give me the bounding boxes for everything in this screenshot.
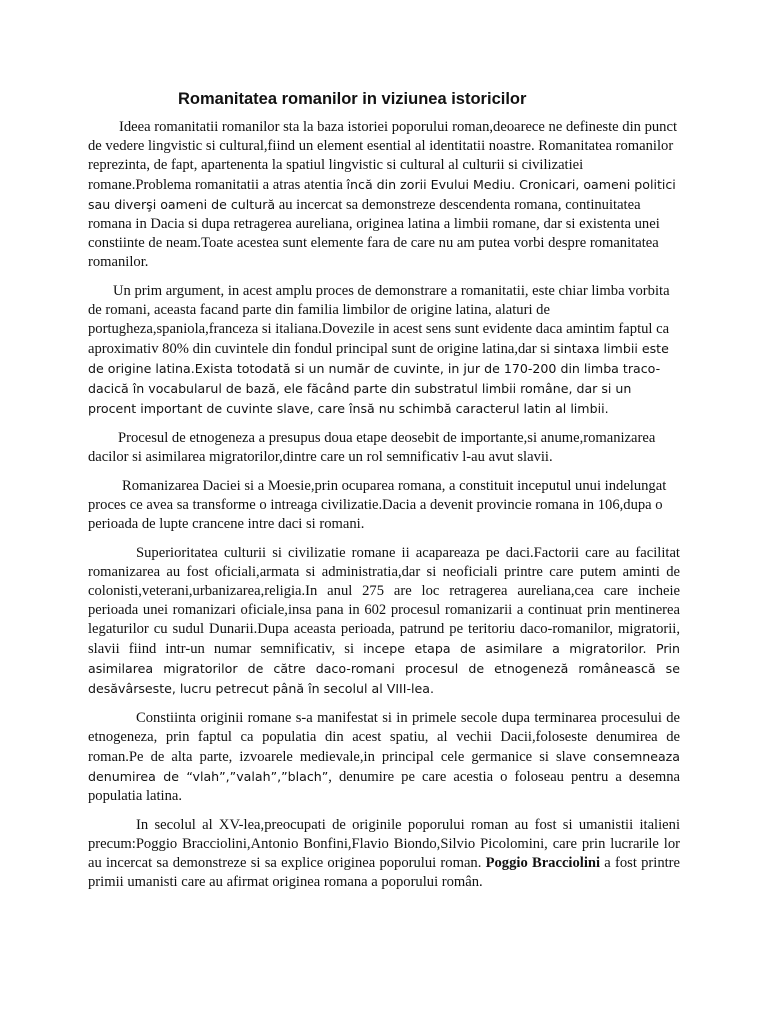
paragraph-1-text-c: au incercat sa demonstreze descendenta romana, continuitatea romana in Dacia si dupa retragerea aureliana, originea latina a limbii romane, dar si existenta unei constiinte de neam.Toate acestea sunt elemente fara de care nu am putea vorbi despre romanitatea romanilor. (88, 197, 660, 270)
paragraph-1 (88, 118, 680, 272)
paragraph-6-text-c: , denumire pe care acestia o foloseau pentru a desemna populatia latina. (88, 769, 680, 804)
paragraph-2 (88, 282, 680, 419)
paragraph-5-text-a: Superioritatea culturii si civilizatie romane ii acapareaza pe daci.Factorii care au facilitat romanizarea au fost oficiali,armata si administratia,dar si neoficiali printre care putem aminti de colonisti,veterani,urbanizarea,religia.In anul 275 are loc retragerea aureliana,cea care incheie perioada unei romanizari oficiale,insa pana in 602 procesul romanizarii a continuat prin mentinerea legaturilor cu sudul Dunarii.Dupa aceasta perioada, patrund pe teritoriu daco-romanilor, migratorii, slavii fiind intr-un numar semnificativ, si (88, 545, 680, 657)
paragraph-7-bold-name: Poggio Bracciolini (485, 855, 601, 871)
paragraph-2-text-b: sintaxa limbii este de origine latina.Exista totodată si un număr de cuvinte, in jur de 170-200 din limba traco-dacică în vocabularul de bază, ele făcând parte din substratul limbii române, dar si un procent important de cuvinte slave, care însă nu schimbă caracterul latin al limbii. (88, 341, 669, 416)
document-page (88, 88, 680, 902)
paragraph-5 (88, 544, 680, 699)
paragraph-7-text-c: a fost printre primii umanisti care au afirmat originea romana a poporului român. (88, 855, 681, 890)
paragraph-6 (88, 709, 680, 806)
paragraph-2-text-a: Un prim argument, in acest amplu proces de demonstrare a romanitatii, este chiar limba vorbita de romani, aceasta facand parte din familia limbilor de origine latina, alaturi de portugheza,spaniola,franceza si italiana.Dovezile in acest sens sunt evidente daca amintim faptul ca aproximativ 80% din cuvintele din fondul principal sunt de origine latina,dar si (88, 283, 670, 357)
paragraph-5-text-b: incepe etapa de asimilare a migratorilor. Prin asimilarea migratorilor de către daco-romani procesul de etnogeneză românească se desăvârseste, lucru petrecut până în secolul al VIII-lea. (88, 641, 680, 696)
paragraph-1-text-a: Ideea romanitatii romanilor sta la baza istoriei poporului roman,deoarece ne defineste din punct de vedere lingvistic si cultural,fiind un element esential al identitatii noastre. Romanitatea romanilor reprezinta, de fapt, apartenenta la spatiul lingvistic si cultural al culturii si civilizatiei romane.Problema romanitatii a atras atentia (88, 119, 677, 193)
paragraph-6-text-b: consemneaza denumirea de “vlah”,”valah”,”blach” (88, 749, 680, 784)
paragraph-7-text-a: In secolul al XV-lea,preocupati de originile poporului roman au fost si umanistii italieni precum:Poggio Bracciolini,Antonio Bonfini,Flavio Biondo,Silvio Picolomini, care prin lucrarile lor au incercat sa demonstreze si sa explice originea poporului roman. (88, 817, 680, 871)
paragraph-4: Romanizarea Daciei si a Moesie,prin ocuparea romana, a constituit inceputul unui indelungat proces ce avea sa transforme o intreaga civilizatie.Dacia a devenit provincie romana in 106,dupa o perioada de lupte crancene intre daci si romani. (88, 478, 667, 532)
paragraph-3: Procesul de etnogeneza a presupus doua etape deosebit de importante,si anume,romanizarea dacilor si asimilarea migratorilor,dintre care un rol semnificativ l-au avut slavii. (88, 430, 656, 465)
paragraph-6-text-a: Constiinta originii romane s-a manifestat si in primele secole dupa terminarea procesului de etnogeneza, prin faptul ca populatia din acest spatiu, al vechii Dacii,foloseste denumirea de roman.Pe de alta parte, izvoarele medievale,in principal cele germanice si slave (88, 710, 680, 765)
document-title: Romanitatea romanilor in viziunea istoricilor (178, 90, 527, 108)
paragraph-1-text-b: încă din zorii Evului Mediu. Cronicari, oameni politici sau diverşi oameni de cultură (88, 177, 676, 212)
paragraph-7 (88, 816, 680, 892)
